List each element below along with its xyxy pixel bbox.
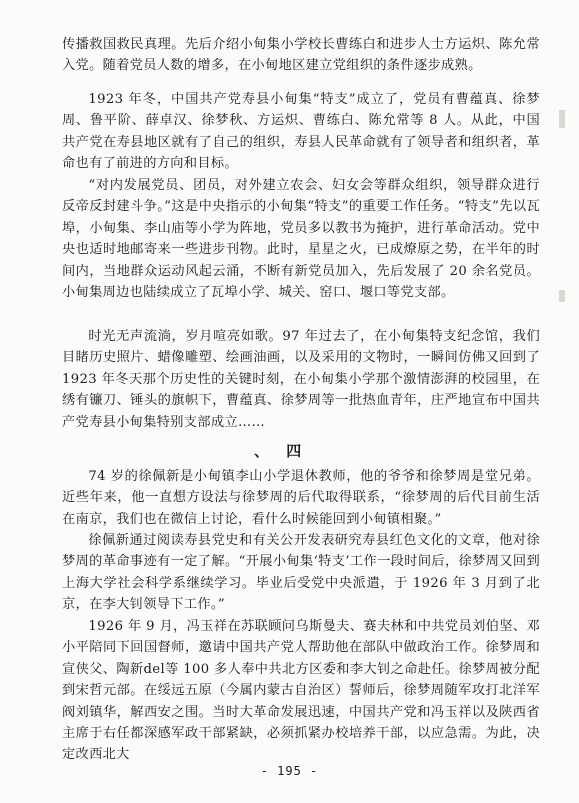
scan-edge-mark bbox=[559, 110, 565, 128]
paragraph-7-text: 1926 年 9 月，冯玉祥在苏联顾问乌斯曼夫、赛夫林和中共党员刘伯坚、邓小平陪同下回国督师，邀请中国共产党人帮助他在部队中做政治工作。徐梦周和宣侠父、陶新del等 100 多人奉中共北方区委和李大钊之命赴任。徐梦周被分配到宋哲元部。在绥远五原（今属内蒙古自治区）誓师后，徐梦周随军攻打北洋军阀刘镇华，解西安之围。当时大革命发展迅速，中国共产党和冯玉祥以及陕西省主席于右任都深感军政干部紧缺，必须抓紧办校培养干部，以应急需。为此，决定改西北大 bbox=[62, 619, 540, 763]
paragraph-3 bbox=[62, 175, 540, 303]
paragraph-7 bbox=[62, 616, 540, 766]
page-number: - 195 - bbox=[260, 764, 319, 778]
paragraph-6 bbox=[62, 530, 540, 616]
paragraph-1-text: 传播救国救民真理。先后介绍小甸集小学校长曹练白和进步人士方运炽、陈允常入党。随着党员人数的增多，在小甸地区建立党组织的条件逐步成熟。 bbox=[62, 37, 540, 74]
paragraph-2 bbox=[62, 89, 540, 175]
paragraph-2-text: 1923 年冬，中国共产党寿县小甸集“特支”成立了，党员有曹蕴真、徐梦周、鲁平阶、薛卓汉、徐梦秋、方运炽、曹练白、陈允常等 8 人。从此，中国共产党在寿县地区就有了自己的组织，寿县人民革命就有了领导者和组织者，革命也有了前进的方向和目标。 bbox=[62, 92, 540, 172]
paragraph-1 bbox=[62, 34, 540, 77]
paragraph-6-text: 徐佩新通过阅读寿县党史和有关公开发表研究寿县红色文化的文章，他对徐梦周的革命事迹有一定了解。“开展小甸集‘特支’工作一段时间后，徐梦周又回到上海大学社会科学系继续学习。毕业后受党中央派遣，于 1926 年 3 月到了北京，在李大钊领导下工作。” bbox=[62, 533, 540, 613]
section-heading: 、 四 bbox=[254, 442, 308, 460]
paragraph-5-text: 74 岁的徐佩新是小甸镇李山小学退休教师，他的爷爷和徐梦周是堂兄弟。近些年来，他一直想方设法与徐梦周的后代取得联系，“徐梦周的后代目前生活在南京，我们也在微信上讨论，看什么时候能回到小甸镇相聚。” bbox=[62, 469, 540, 527]
scan-edge-mark bbox=[559, 290, 565, 302]
paragraph-3-text: “对内发展党员、团员，对外建立农会、妇女会等群众组织，领导群众进行反帝反封建斗争。”这是中央指示的小甸集“特支”的重要工作任务。“特支”先以瓦埠，小甸集、李山庙等小学为阵地，党员多以教书为掩护，进行革命活动。党中央也适时地邮寄来一些进步刊物。此时，星星之火，已成燎原之势，在半年的时间内，当地群众运动风起云涌，不断有新党员加入，先后发展了 20 余名党员。小甸集周边也陆续成立了瓦埠小学、城关、窑口、堰口等党支部。 bbox=[62, 178, 540, 301]
paragraph-4-text: 时光无声流淌，岁月喧亮如歌。97 年过去了，在小甸集特支纪念馆，我们目睹历史照片、蜡像雕塑、绘画油画，以及采用的文物时，一瞬间仿佛又回到了 1923 年冬天那个历史性的关键时刻，在小甸集小学那个激情澎湃的校园里，在绣有镰刀、锤头的旗帜下，曹蕴真、徐梦周等一批热血青年，庄严地宣布中国共产党寿县小甸集特别支部成立…… bbox=[62, 329, 540, 430]
paragraph-4 bbox=[62, 326, 540, 433]
paragraph-5 bbox=[62, 466, 540, 530]
